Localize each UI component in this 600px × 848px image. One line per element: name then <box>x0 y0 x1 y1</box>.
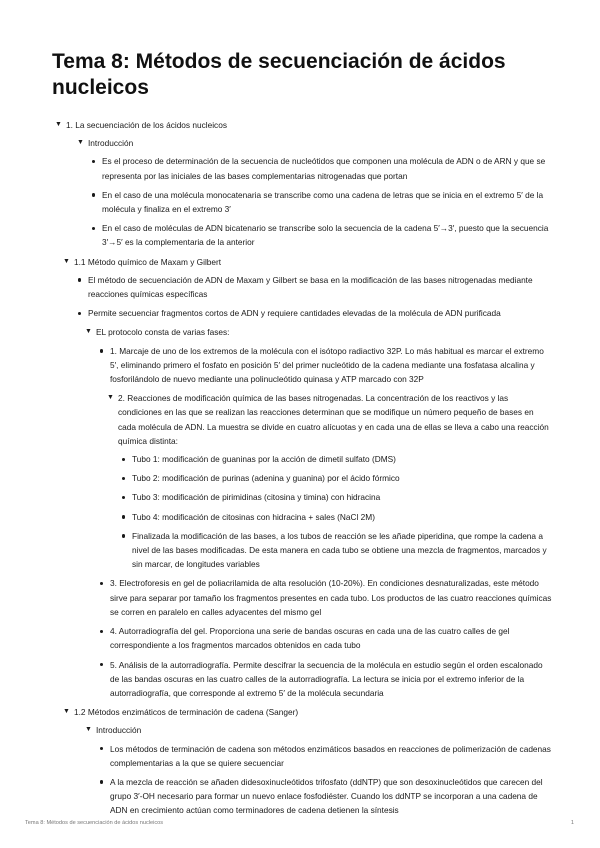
toggle-intro-1[interactable] <box>74 136 552 249</box>
intro-1-2-title: Introducción <box>96 725 142 736</box>
list-item: 3. Electroforesis en gel de poliacrilamida de alta resolución (10-20%). En condiciones desnaturalizadas, este método sirve para separar por tamaño los fragmentos presentes en cada tubo. Los productos de las cuatro reacciones químicas se corren en paralelo en calles adyacentes del mismo gel <box>96 576 552 619</box>
list-item: El método de secuenciación de ADN de Maxam y Gilbert se basa en la modificación de las bases nitrogenadas mediante reacciones químicas específicas <box>74 273 552 301</box>
phase-2-list <box>118 452 552 571</box>
list-item: A la mezcla de reacción se añaden didesoxinucleótidos trifosfato (ddNTP) que son desoxinucleótidos que carecen del grupo 3′-OH necesario para formar un nuevo enlace fosfodiéster. Cuando los ddNTP se incorporan a una cadena de ADN en crecimiento actúan como terminadores de cadena detienen la síntesis <box>96 775 552 818</box>
toggle-down-icon[interactable]: ▼ <box>55 121 62 128</box>
phases-title: EL protocolo consta de varias fases: <box>96 327 230 338</box>
toggle-down-icon[interactable]: ▼ <box>107 394 114 402</box>
list-item: Tubo 4: modificación de citosinas con hidracina + sales (NaCl 2M) <box>118 510 552 524</box>
list-item: Tubo 3: modificación de pirimidinas (citosina y timina) con hidracina <box>118 490 552 504</box>
intro-1-title: Introducción <box>88 138 134 149</box>
list-item: Finalizada la modificación de las bases, a los tubos de reacción se les añade piperidina, que rompe la cadena a nivel de las bases modificadas. De esta manera en cada tubo se obtiene una mezcla de fragmentos, marcados y sin marcar, de longitudes variables <box>118 529 552 572</box>
section-1-1-list <box>74 273 552 321</box>
list-item: Permite secuenciar fragmentos cortos de ADN y requiere cantidades elevadas de la molécula de ADN purificada <box>74 306 552 320</box>
toggle-down-icon[interactable]: ▼ <box>63 257 70 265</box>
toggle-down-icon[interactable]: ▼ <box>85 726 92 734</box>
document-body <box>52 118 552 823</box>
list-item: Tubo 1: modificación de guaninas por la acción de dimetil sulfato (DMS) <box>118 452 552 466</box>
phase-2-title: 2. Reacciones de modificación química de las bases nitrogenadas. La concentración de los reactivos y las condiciones en las que se realizan las reacciones determinan que se modifique un número pequeño de bases en cada molécula de ADN. La muestra se divide en cuatro alícuotas y en cada una de ellas se lleva a cabo una reacción química distinta: <box>118 393 549 446</box>
list-item: Es el proceso de determinación de la secuencia de nucleótidos que componen una molécula de ADN o de ARN y que se representa por las iniciales de las bases complementarias nitrogenadas que portan <box>88 154 552 182</box>
phases-list-rest <box>96 576 552 700</box>
list-item: 5. Análisis de la autorradiografía. Permite descifrar la secuencia de la molécula en estudio según el orden escalonado de las bandas oscuras en las cuatro calles de la autorradiografía. La lectura se inicia por el extremo inferior de la autorradiografía, que corresponde al extremo 5′ de la molécula secundaria <box>96 658 552 701</box>
list-item: Los métodos de terminación de cadena son métodos enzimáticos basados en reacciones de polimerización de cadenas complementarias a la que se quiere secuenciar <box>96 742 552 770</box>
section-1-1-title: 1.1 Método químico de Maxam y Gilbert <box>74 256 222 267</box>
toggle-section-1-2[interactable] <box>60 705 552 817</box>
intro-1-list <box>88 154 552 249</box>
toggle-down-icon[interactable]: ▼ <box>85 328 92 336</box>
page-number: 1 <box>570 820 574 826</box>
list-item: 1. Marcaje de uno de los extremos de la molécula con el isótopo radiactivo 32P. Lo más habitual es marcar el extremo 5′, eliminando primero el fosfato en posición 5′ del primer nucleótido de la cadena mediante una fosfatasa alcalina y fosforilándolo de nuevo mediante una polinucleótido quinasa y ATP marcado con 32P <box>96 344 552 387</box>
phases-list <box>96 344 552 387</box>
toggle-section-1-1[interactable] <box>60 255 552 700</box>
toggle-phase-2[interactable] <box>104 391 552 571</box>
toggle-down-icon[interactable]: ▼ <box>77 139 84 147</box>
page-footer: Tema 8: Métodos de secuenciación de ácidos nucleicos <box>25 820 164 826</box>
toggle-down-icon[interactable]: ▼ <box>63 708 70 716</box>
intro-1-2-list <box>96 742 552 818</box>
section-1-2-title: 1.2 Métodos enzimáticos de terminación de cadena (Sanger) <box>74 707 299 718</box>
toggle-section-1[interactable] <box>52 118 552 250</box>
toggle-intro-1-2[interactable] <box>82 723 552 817</box>
list-item: Tubo 2: modificación de purinas (adenina y guanina) por el ácido fórmico <box>118 471 552 485</box>
list-item: 4. Autorradiografía del gel. Proporciona una serie de bandas oscuras en cada una de las cuatro calles de gel correspondiente a los fragmentos marcados obtenidos en cada tubo <box>96 624 552 652</box>
list-item: En el caso de moléculas de ADN bicatenario se transcribe solo la secuencia de la cadena 5′→3′, puesto que la secuencia 3′→5′ es la complementaria de la anterior <box>88 221 552 249</box>
page-title: Tema 8: Métodos de secuenciación de ácidos nucleicos <box>52 50 506 99</box>
list-item: En el caso de una molécula monocatenaria se transcribe como una cadena de letras que se inicia en el extremo 5′ de la molécula y finaliza en el extremo 3′ <box>88 188 552 216</box>
section-1-title: 1. La secuenciación de los ácidos nucleicos <box>66 120 227 130</box>
toggle-phases[interactable] <box>82 325 552 700</box>
